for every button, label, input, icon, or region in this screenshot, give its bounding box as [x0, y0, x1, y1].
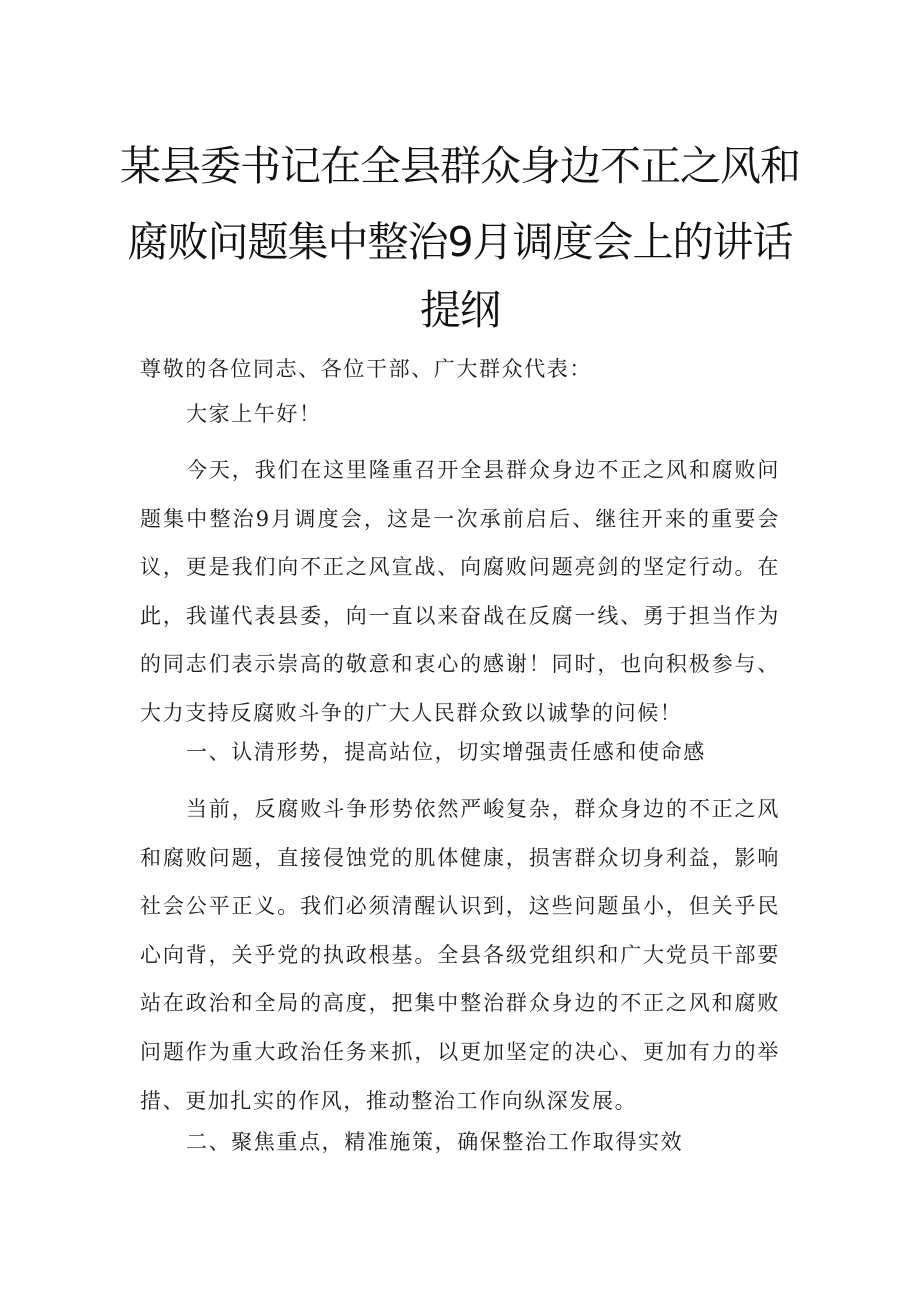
section-heading-2: 二、聚焦重点，精准施策，确保整治工作取得实效 — [186, 1130, 684, 1154]
document-title-line-3: 提纲 — [420, 286, 500, 334]
section-heading-1: 一、认清形势，提高站位，切实增强责任感和使命感 — [186, 740, 706, 764]
salutation: 尊敬的各位同志、各位干部、广大群众代表： — [140, 357, 592, 381]
paragraph-opening: 今天，我们在这里隆重召开全县群众身边不正之风和腐败问题集中整治9月调度会，这是一次承前启后、继往开来的重要会议，更是我们向不正之风宣战、向腐败问题亮剑的坚定行动。在此，我谨代表县委，向一直以来奋战在反腐一线、勇于担当作为的同志们表示崇高的敬意和衷心的感谢！同时，也向积极参与、大力支持反腐败斗争的广大人民群众致以诚挚的问候！ — [140, 458, 780, 725]
document-title-line-2: 腐败问题集中整治9月调度会上的讲话 — [127, 218, 793, 266]
document-title-line-1: 某县委书记在全县群众身边不正之风和 — [120, 142, 800, 190]
paragraph-situation: 当前，反腐败斗争形势依然严峻复杂，群众身边的不正之风和腐败问题，直接侵蚀党的肌体健康，损害群众切身利益，影响社会公平正义。我们必须清醒认识到，这些问题虽小，但关乎民心向背，关乎党的执政根基。全县各级党组织和广大党员干部要站在政治和全局的高度，把集中整治群众身边的不正之风和腐败问题作为重大政治任务来抓，以更加坚定的决心、更加有力的举措、更加扎实的作风，推动整治工作向纵深发展。 — [140, 797, 780, 1113]
greeting: 大家上午好！ — [186, 402, 322, 426]
